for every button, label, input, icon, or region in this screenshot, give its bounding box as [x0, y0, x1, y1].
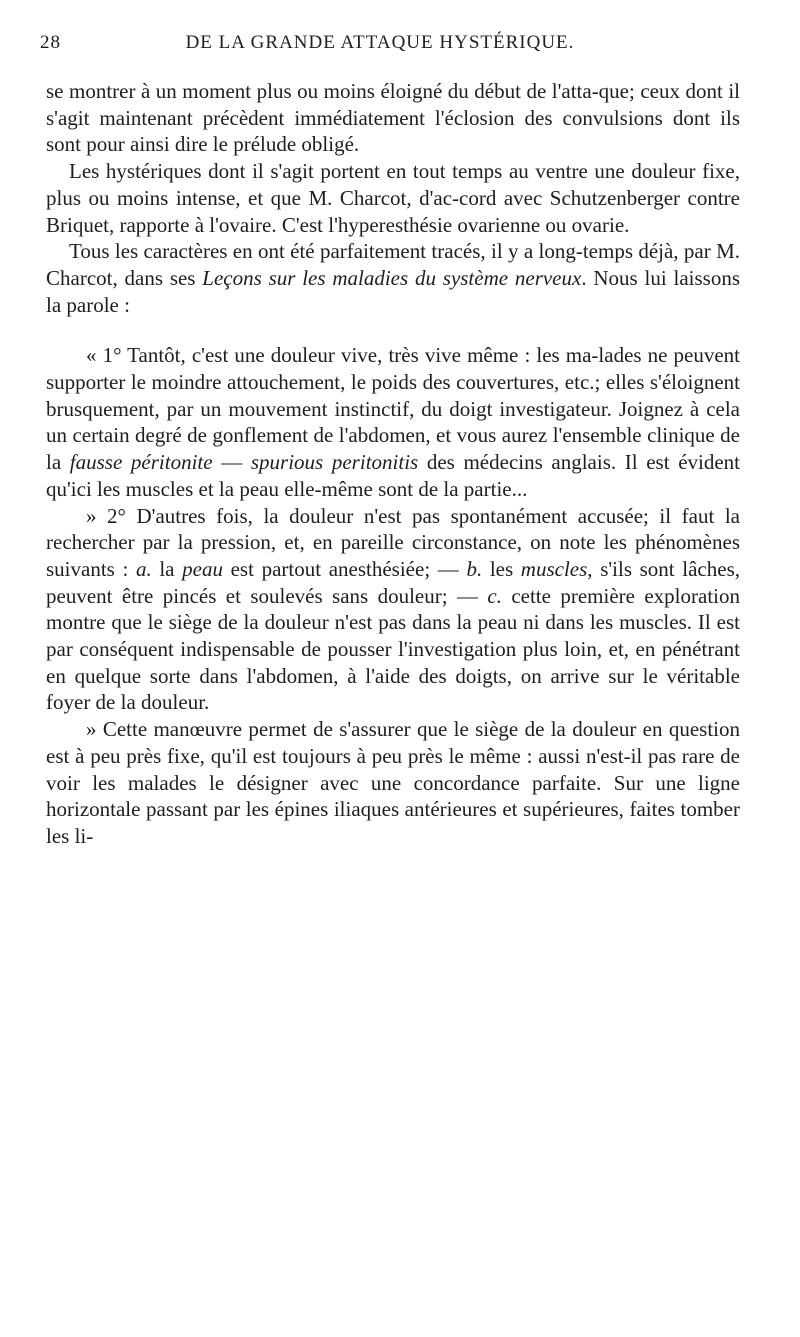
text-run: Les hystériques dont il s'agit portent en tout temps au ventre une douleur fixe, plus ou moins intense, et que M. Charcot, d'ac-cord avec Schutzenberger contre Briquet, rapporte à l'ovaire. C'est l'hyperesthésie ovarienne ou ovarie.: [46, 159, 740, 237]
text-run: Tous les caractères en ont été parfaitement tracés, il y a long-temps déjà, par M. Charcot, dans ses: [46, 239, 740, 290]
text-run: , s'ils sont lâches, peuvent être pincés et soulevés sans douleur; —: [46, 556, 740, 608]
text-run: . Nous lui laissons la parole :: [46, 265, 740, 317]
italic-text: c.: [487, 583, 502, 608]
text-run: les: [482, 556, 521, 581]
italic-text: fausse péritonite: [69, 450, 213, 475]
text-run: cette première exploration montre que le siège de la douleur n'est pas dans la peau ni dans les muscles. Il est par conséquent indispensable de pousser l'investigation plus loin, et, en pénétrant en quelque sorte dans l'abdomen, à l'aide des doigts, on arrive sur le véritable foyer de la douleur.: [46, 583, 741, 715]
text-run: » Cette manœuvre permet de s'assurer que le siège de la douleur en question est à peu près fixe, qu'il est toujours à peu près le même : aussi n'est-il pas rare de voir les malades le désigner avec une concordance parfaite. Sur une ligne horizontale passant par les épines iliaques antérieures et supérieures, faites tomber les li-: [46, 717, 740, 848]
body-text: [46, 78, 740, 850]
running-header: [40, 30, 720, 60]
text-run: se montrer à un moment plus ou moins éloigné du début de l'atta-que; ceux dont il s'agit maintenant précèdent immédiatement l'éclosion des convulsions dont ils sont pour ainsi dire le prélude obligé.: [46, 79, 740, 157]
italic-text: muscles: [520, 556, 588, 581]
italic-text: peau: [182, 556, 223, 581]
text-run: —: [212, 450, 251, 475]
italic-text: Leçons sur les maladies du système nerveux: [202, 265, 582, 290]
paragraph: [46, 78, 740, 158]
italic-text: spurious peritonitis: [250, 450, 419, 475]
text-run: des médecins anglais. Il est évident qu'ici les muscles et la peau elle-même sont de la partie...: [46, 450, 741, 501]
paragraph: [46, 342, 740, 502]
text-run: la: [151, 556, 183, 581]
text-run: est partout anesthésiée; —: [222, 556, 467, 581]
paragraph: [46, 503, 740, 717]
paragraph: [46, 716, 740, 850]
running-title: DE LA GRANDE ATTAQUE HYSTÉRIQUE.: [185, 32, 575, 53]
page-number: 28: [40, 32, 61, 53]
paragraph: [46, 158, 740, 238]
italic-text: a.: [135, 556, 152, 581]
text-run: » 2° D'autres fois, la douleur n'est pas spontanément accusée; il faut la rechercher par la pression, et, en pareille circonstance, on note les phénomènes suivants :: [46, 503, 740, 581]
italic-text: b.: [466, 556, 483, 581]
paragraph: [46, 238, 740, 318]
text-run: « 1° Tantôt, c'est une douleur vive, très vive même : les ma-lades ne peuvent supporter le moindre attouchement, le poids des couvertures, etc.; elles s'éloignent brusquement, par un mouvement instinctif, du doigt investigateur. Joignez à cela un certain degré de gonflement de l'abdomen, et vous aurez l'ensemble clinique de la: [46, 343, 740, 475]
